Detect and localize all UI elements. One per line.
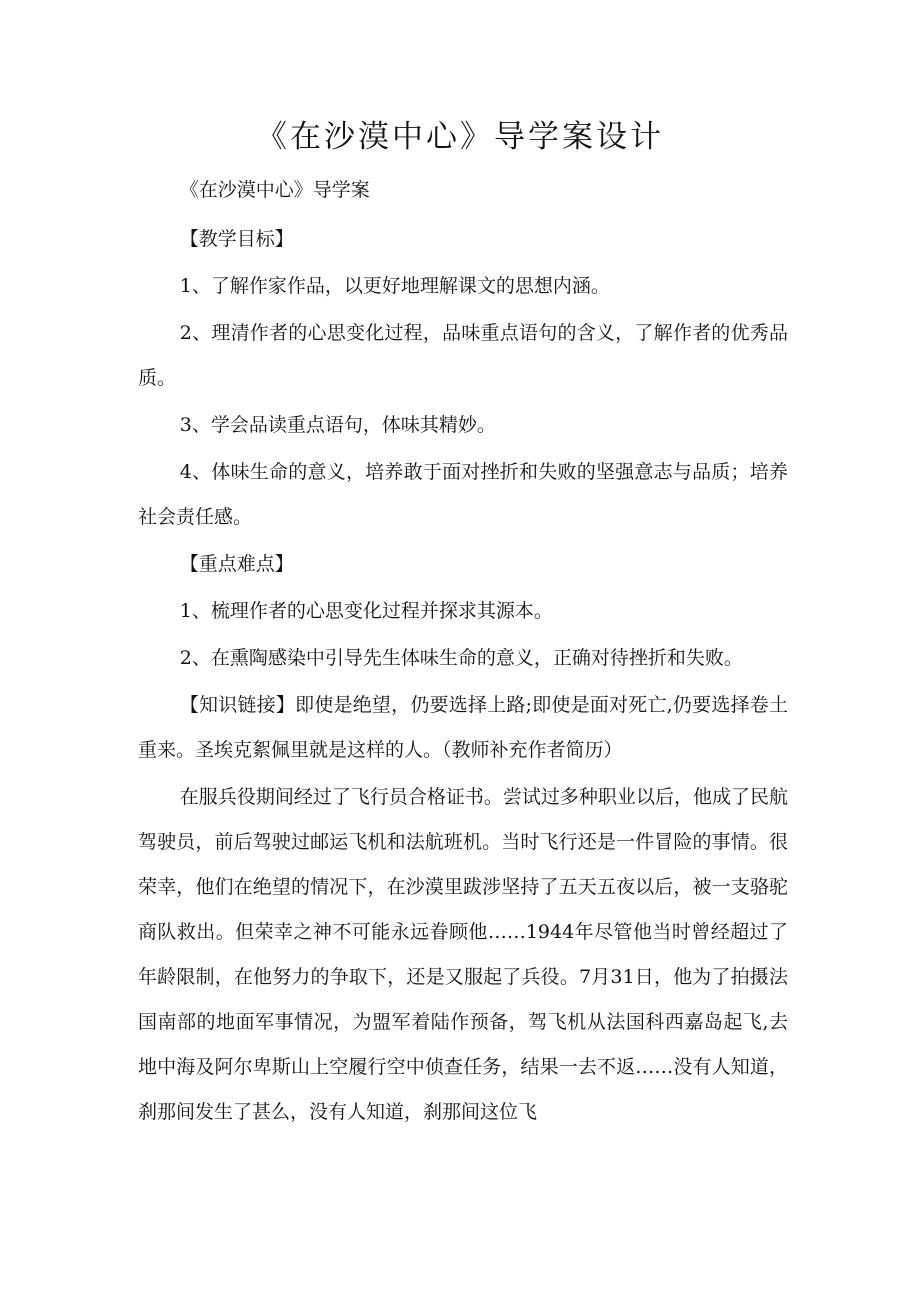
objective-item-2: 2、理清作者的心思变化过程，品味重点语句的含义，了解作者的优秀品质。: [138, 322, 788, 389]
key-point-item-2: 2、在熏陶感染中引导先生体味生命的意义，正确对待挫折和失败。: [179, 647, 743, 669]
objectives-heading: 【教学目标】: [179, 228, 294, 250]
key-points-heading: 【重点难点】: [179, 553, 294, 575]
objective-item-4: 4、体味生命的意义，培养敢于面对挫折和失败的坚强意志与品质；培养社会责任感。: [138, 461, 788, 528]
biography-paragraph: 在服兵役期间经过了飞行员合格证书。尝试过多种职业以后，他成了民航驾驶员，前后驾驶过邮运飞机和法航班机。当时飞行还是一件冒险的事情。很荣幸，他们在绝望的情况下，在沙漠里跋涉坚持了五天五夜以后，被一支骆驼商队救出。但荣幸之神不可能永远眷顾他……1944年尽管他当时曾经超过了年龄限制，在他努力的争取下，还是又服起了兵役。7月31日，他为了拍摄法国南部的地面军事情况，为盟军着陆作预备，驾飞机从法国科西嘉岛起飞,去地中海及阿尔卑斯山上空履行空中侦查任务，结果一去不返……没有人知道，刹那间发生了甚么，没有人知道，刹那间这位飞: [138, 786, 788, 1123]
objective-item-3: 3、学会品读重点语句，体味其精妙。: [179, 414, 496, 436]
subtitle: 《在沙漠中心》导学案: [179, 179, 370, 201]
document-body: [138, 168, 788, 1137]
document-title: 《在沙漠中心》导学案设计: [256, 119, 664, 155]
key-point-item-1: 1、梳理作者的心思变化过程并探求其源本。: [179, 600, 553, 622]
knowledge-link-paragraph: 【知识链接】即使是绝望，仍要选择上路;即使是面对死亡,仍要选择卷土重来。圣埃克絮佩里就是这样的人。（教师补充作者简历）: [138, 694, 788, 761]
objective-item-1: 1、了解作家作品，以更好地理解课文的思想内涵。: [179, 275, 610, 297]
